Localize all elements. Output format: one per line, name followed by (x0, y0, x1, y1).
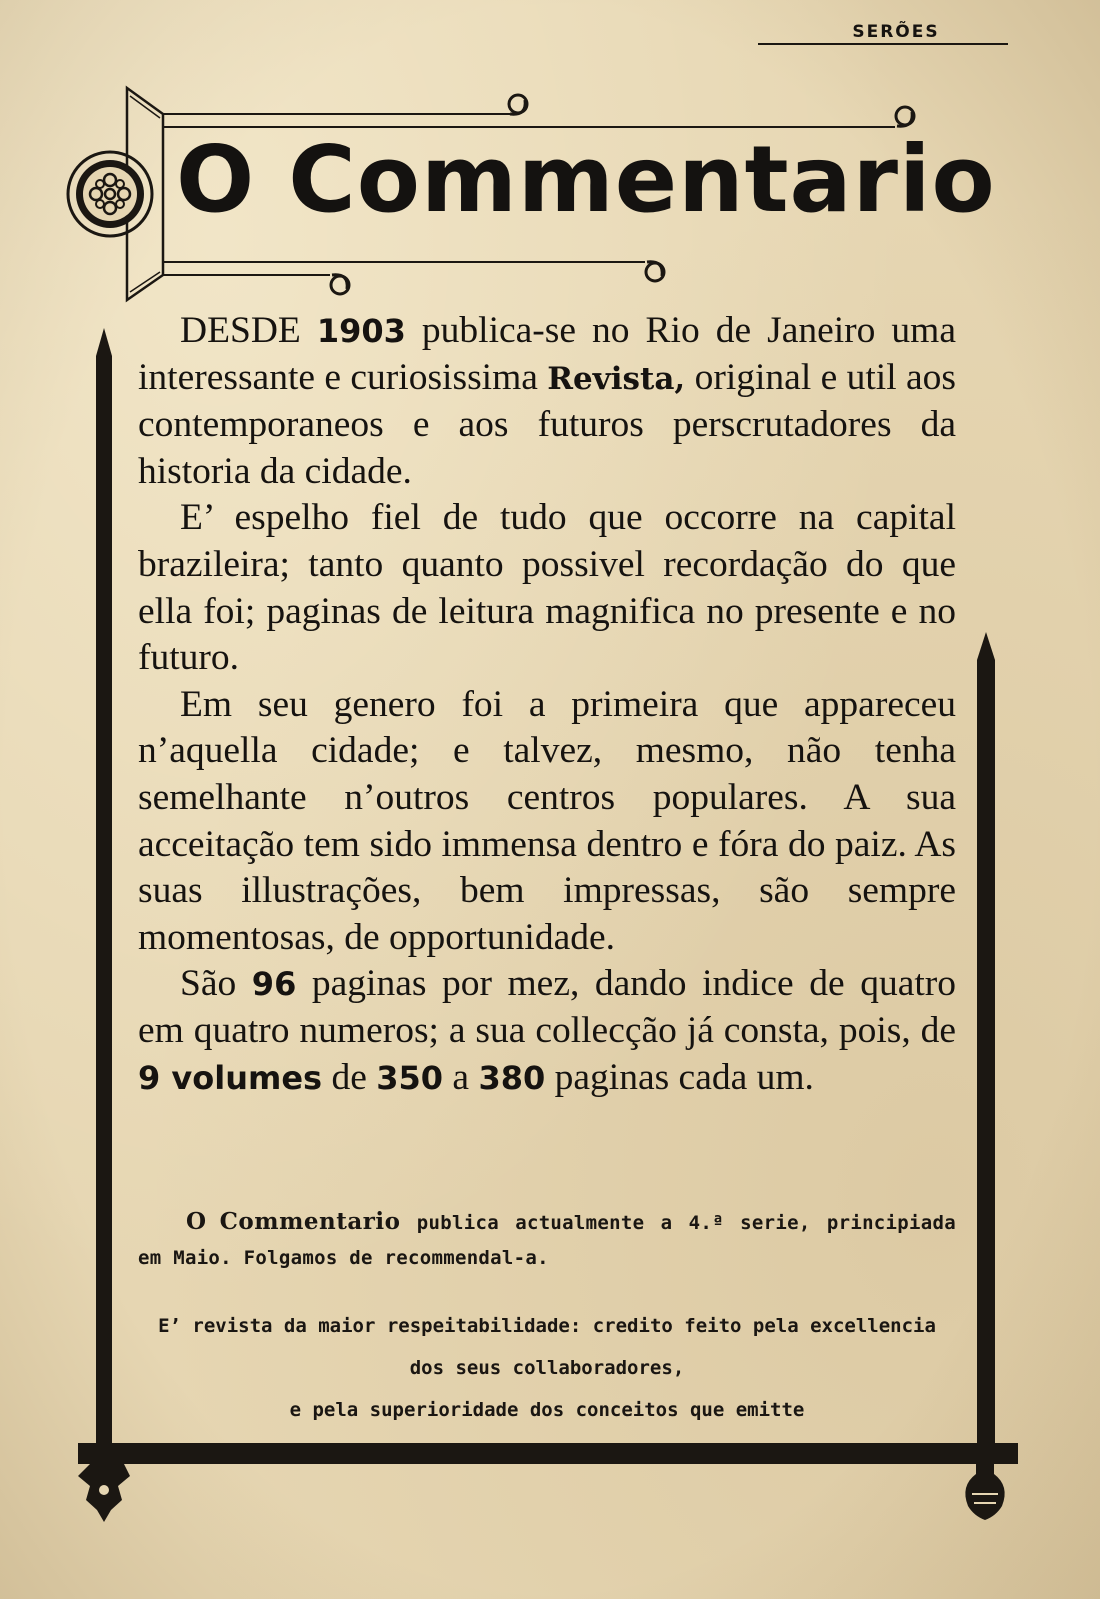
notice-line-2: dos seus collaboradores, (409, 1357, 685, 1379)
scroll-ornament-icon (509, 95, 527, 114)
notice-brand: O Commentario (186, 1208, 401, 1235)
base-bar (78, 1443, 1018, 1464)
year-figure: 1903 (316, 312, 406, 350)
paragraph-1 (138, 308, 956, 495)
notice-text: publica actualmente a 4.ª serie, principiada em Maio. Folgamos de recommendal-a. (138, 1212, 956, 1269)
body-text (138, 308, 956, 1101)
notice-line-1: E’ revista da maior respeitabilidade: credito feito pela excellencia (158, 1315, 936, 1337)
max-pages-figure: 380 (478, 1058, 546, 1097)
text-run: São (180, 963, 252, 1005)
running-head-text: SERÕES (852, 22, 940, 42)
text-run: de (322, 1056, 377, 1098)
pages-figure: 96 (251, 965, 297, 1004)
revista-word: Revista, (547, 360, 686, 397)
page-title: O Commentario (176, 126, 996, 233)
right-pillar (977, 660, 995, 1450)
series-notice (138, 1204, 956, 1276)
paragraph-3: Em seu genero foi a primeira que appareceu n’aquella cidade; e talvez, mesmo, não tenha semelhante n’outros centros populares. A sua acceitação tem sido immensa dentro e fóra do paiz. As suas illustrações, bem impressas, são sempre momentosas, de opportunidade. (138, 683, 956, 958)
notice-line-3: e pela superioridade dos conceitos que emitte (289, 1399, 805, 1421)
text-run: paginas por mez, dando indice de quatro em quatro numeros; a sua collecção já consta, pois, de (138, 963, 956, 1051)
min-pages-figure: 350 (376, 1058, 444, 1097)
text-run: original e util aos contemporaneos e aos futuros perscrutadores da historia da cidade. (138, 356, 957, 492)
scroll-ornament-icon (646, 262, 664, 281)
left-pillar (96, 356, 112, 1450)
text-run: publica-se no Rio de Janeiro uma interessante e curiosissima (138, 310, 956, 398)
scroll-ornament-icon (331, 275, 349, 294)
right-pillar-tip (977, 632, 995, 660)
scroll-ornament-icon (896, 107, 914, 126)
rosette-medallion-icon (68, 152, 152, 236)
left-pillar-tip (96, 328, 112, 356)
text-run: a (443, 1056, 479, 1098)
paragraph-4 (138, 961, 956, 1101)
volumes-figure: 9 volumes (138, 1058, 323, 1097)
left-finial-icon (78, 1464, 130, 1522)
text-run: DESDE (180, 310, 317, 351)
text-run: paginas cada um. (545, 1056, 814, 1098)
respectability-notice (138, 1305, 956, 1431)
right-finial-icon (965, 1464, 1004, 1520)
paragraph-2: E’ espelho fiel de tudo que occorre na capital brazileira; tanto quanto possivel recordação do que ella foi; paginas de leitura magnifica no presente e no futuro. (138, 497, 956, 679)
